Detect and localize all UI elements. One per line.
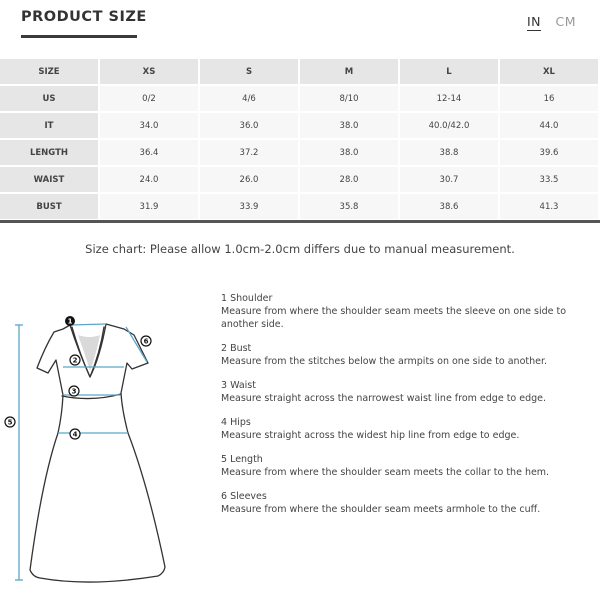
title-underline [21, 35, 137, 38]
svg-text:4: 4 [72, 430, 78, 439]
table-cell: 36.0 [199, 112, 299, 139]
table-row [0, 193, 599, 220]
svg-text:3: 3 [71, 387, 77, 396]
table-header-row [0, 59, 599, 85]
row-label: IT [0, 112, 99, 139]
measurement-title: 6 Sleeves [221, 491, 267, 502]
marker-4 [70, 429, 80, 439]
column-header: L [399, 59, 499, 85]
table-cell: 39.6 [499, 139, 599, 166]
svg-text:5: 5 [7, 418, 13, 427]
table-cell: 38.0 [299, 139, 399, 166]
unit-cm-button[interactable]: CM [555, 14, 576, 29]
marker-5 [5, 417, 15, 427]
measurement-description: Measure straight across the narrowest waist line from edge to edge. [221, 393, 547, 404]
unit-in-button[interactable]: IN [526, 14, 541, 29]
table-cell: 26.0 [199, 166, 299, 193]
measurement-description: Measure from where the shoulder seam meets armhole to the cuff. [221, 504, 541, 515]
table-cell: 16 [499, 85, 599, 112]
table-cell: 33.5 [499, 166, 599, 193]
size-table [0, 59, 600, 223]
dress-outline-icon [30, 324, 165, 582]
marker-1 [65, 316, 75, 326]
header [0, 0, 600, 50]
table-cell: 37.2 [199, 139, 299, 166]
measurement-title: 3 Waist [221, 380, 256, 391]
row-label: BUST [0, 193, 99, 220]
svg-text:6: 6 [143, 337, 149, 346]
measurement-title: 4 Hips [221, 417, 251, 428]
column-header: XS [99, 59, 199, 85]
measurement-title: 2 Bust [221, 343, 252, 354]
marker-3 [69, 386, 79, 396]
table-cell: 24.0 [99, 166, 199, 193]
table-row [0, 166, 599, 193]
marker-2 [70, 355, 80, 365]
table-cell: 4/6 [199, 85, 299, 112]
measurement-item [221, 292, 591, 331]
table-cell: 31.9 [99, 193, 199, 220]
measurement-title: 1 Shoulder [221, 293, 273, 304]
column-header: SIZE [0, 59, 99, 85]
measurement-description: Measure straight across the widest hip line from edge to edge. [221, 430, 520, 441]
table-cell: 8/10 [299, 85, 399, 112]
table-row [0, 139, 599, 166]
table-cell: 38.0 [299, 112, 399, 139]
unit-toggle [517, 14, 576, 31]
svg-text:1: 1 [67, 317, 73, 326]
table-row [0, 85, 599, 112]
column-header: XL [499, 59, 599, 85]
table-cell: 33.9 [199, 193, 299, 220]
table-cell: 36.4 [99, 139, 199, 166]
measurement-description: Measure from the stitches below the armpits on one side to another. [221, 356, 548, 367]
table-cell: 40.0/42.0 [399, 112, 499, 139]
table-cell: 28.0 [299, 166, 399, 193]
table-cell: 41.3 [499, 193, 599, 220]
row-label: WAIST [0, 166, 99, 193]
dress-diagram [0, 305, 200, 590]
svg-text:2: 2 [72, 356, 78, 365]
measurement-item [221, 379, 591, 405]
row-label: LENGTH [0, 139, 99, 166]
marker-6 [141, 336, 151, 346]
measurement-guide [221, 292, 591, 527]
table-cell: 12-14 [399, 85, 499, 112]
measurement-item [221, 490, 591, 516]
table-row [0, 112, 599, 139]
measurement-item [221, 453, 591, 479]
measurement-description: Measure from where the shoulder seam meets the sleeve on one side to another side. [221, 306, 567, 330]
measurement-note: Size chart: Please allow 1.0cm-2.0cm differs due to manual measurement. [85, 242, 515, 256]
table-bottom-rule [0, 220, 600, 223]
column-header: M [299, 59, 399, 85]
row-label: US [0, 85, 99, 112]
measurement-item [221, 342, 591, 368]
table-cell: 35.8 [299, 193, 399, 220]
table-cell: 30.7 [399, 166, 499, 193]
table-cell: 44.0 [499, 112, 599, 139]
table-cell: 34.0 [99, 112, 199, 139]
table-cell: 38.6 [399, 193, 499, 220]
column-header: S [199, 59, 299, 85]
table-cell: 38.8 [399, 139, 499, 166]
page-title: PRODUCT SIZE [21, 9, 147, 25]
measurement-description: Measure from where the shoulder seam meets the collar to the hem. [221, 467, 550, 478]
measurement-item [221, 416, 591, 442]
table-cell: 0/2 [99, 85, 199, 112]
measurement-title: 5 Length [221, 454, 263, 465]
